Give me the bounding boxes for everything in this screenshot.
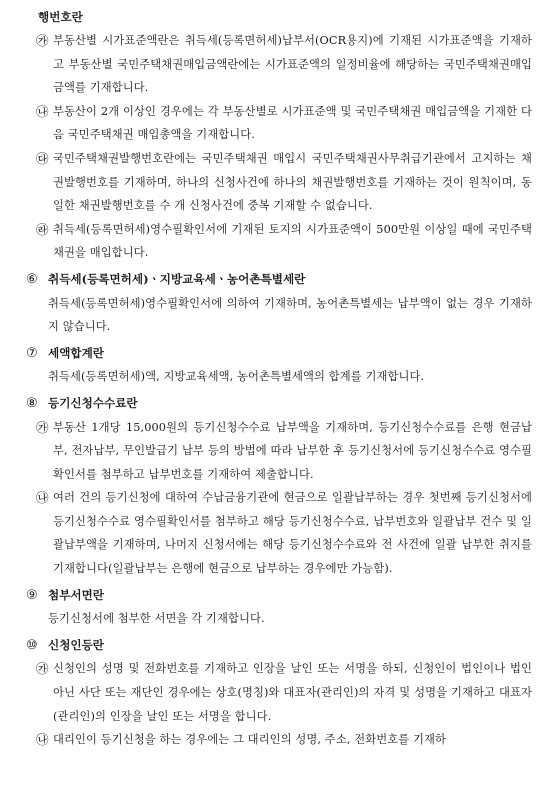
item-marker: ㉯ [36, 490, 49, 506]
list-item [36, 728, 532, 752]
section-title [26, 392, 532, 416]
section-body: 취득세(등록면허세)액, 지방교육세액, 농어촌특별세액의 합계를 기재합니다. [48, 370, 425, 384]
item-marker: ㉱ [36, 221, 49, 237]
top-item-list [36, 29, 532, 265]
fee-item-list [36, 416, 532, 581]
section-registration-fee [26, 392, 532, 581]
item-text: 부동산이 2개 이상인 경우에는 각 부동산별로 시가표준액 및 국민주택채권 매입금액을 기재한 다음 국민주택채권 매입총액을 기재합니다. [53, 104, 532, 142]
item-text: 국민주택채권발행번호란에는 국민주택채권 매입시 국민주택채권사무취급기관에서 고지하는 채권발행번호를 기재하며, 하나의 신청사건에 하나의 채권발행번호를 기재하는 것이 원칙이며, 동일한 채권발행번호를 수 개 신청사건에 중복 기재할 수 없습니다. [53, 151, 532, 213]
section-title-text: 등기신청수수료란 [48, 395, 138, 410]
list-item [36, 486, 532, 580]
item-text: 신청인의 성명 및 전화번호를 기재하고 인장을 날인 또는 서명을 하되, 신청인이 법인이나 법인 아닌 사단 또는 재단인 경우에는 상호(명칭)와 대표자(관리인)의 자격 및 성명을 기재하고 대표자(관리인)의 인장을 날인 또는 서명을 합니다. [53, 662, 532, 723]
list-item [36, 218, 532, 265]
section-number: ⑧ [26, 395, 38, 411]
section-tax-total [26, 342, 532, 389]
item-text: 취득세(등록면허세)영수필확인서에 기재된 토지의 시가표준액이 500만원 이상일 때에 국민주택채권을 매입합니다. [53, 222, 532, 260]
item-marker: ㉯ [36, 103, 49, 119]
list-item [36, 657, 532, 728]
list-item [36, 147, 532, 218]
section-body: 등기신청서에 첨부한 서면을 각 기재합니다. [48, 612, 265, 626]
list-item [36, 29, 532, 100]
item-marker: ㉮ [36, 419, 49, 435]
section-applicant [26, 634, 532, 752]
section-title-text: 첨부서면란 [48, 587, 104, 602]
section-title [26, 268, 532, 292]
item-marker: ㉮ [36, 33, 49, 48]
item-marker: ㉮ [36, 661, 49, 677]
section-number: ⑥ [26, 271, 38, 287]
section-title-text: 세액합계란 [48, 345, 104, 360]
section-number: ⑦ [26, 345, 38, 361]
item-text: 부동산별 시가표준액란은 취득세(등록면허세)납부서(OCR용지)에 기재된 시가표준액을 기재하고 부동산별 국민주택채권매입금액란에는 시가표준액의 일정비율에 해당하는 국민주택채권매입금액를 기재합니다. [53, 34, 532, 95]
item-marker: ㉰ [36, 150, 49, 166]
item-marker: ㉯ [36, 732, 49, 748]
section-number: ⑨ [26, 587, 38, 603]
section-title [26, 584, 532, 608]
section-title [26, 342, 532, 366]
section-attachments [26, 584, 532, 631]
item-text: 여러 건의 등기신청에 대하여 수납금융기관에 현금으로 일괄납부하는 경우 첫번째 등기신청서에 등기신청수수료 영수필확인서를 첨부하고 해당 등기신청수수료, 납부번호와 일괄납부 건수 및 일괄납부액을 기재하며, 나머지 신청서에는 해당 등기신청수수료와 전 사건에 일괄 납부한 취지를 기재합니다(일괄납부는 은행에 현금으로 납부하는 경우에만 가능함). [53, 491, 532, 576]
section-number: ⑩ [26, 637, 38, 653]
applicant-item-list [36, 657, 532, 751]
section-title [26, 634, 532, 658]
list-item [36, 416, 532, 487]
item-text: 대리인이 등기신청을 하는 경우에는 그 대리인의 성명, 주소, 전화번호를 기재하 [53, 733, 447, 747]
section-body: 취득세(등록면허세)영수필확인서에 의하여 기재하며, 농어촌특별세는 납부액이 없는 경우 기재하지 않습니다. [48, 296, 532, 334]
section-tax [26, 268, 532, 339]
section-title-text: 취득세(등록면허세)ㆍ지방교육세ㆍ농어촌특별세란 [48, 271, 306, 286]
section-title-text: 신청인등란 [48, 637, 104, 652]
heading-bond-number: 행번호란 [38, 10, 83, 24]
list-item [36, 100, 532, 147]
item-text: 부동산 1개당 15,000원의 등기신청수수료 납부액을 기재하며, 등기신청수수료를 은행 현금납부, 전자납부, 무인발급기 납부 등의 방법에 따라 납부한 후 등기신청서에 등기신청수수료 영수필확인서를 첨부하고 납부번호를 기재하여 제출합니다. [53, 420, 532, 481]
